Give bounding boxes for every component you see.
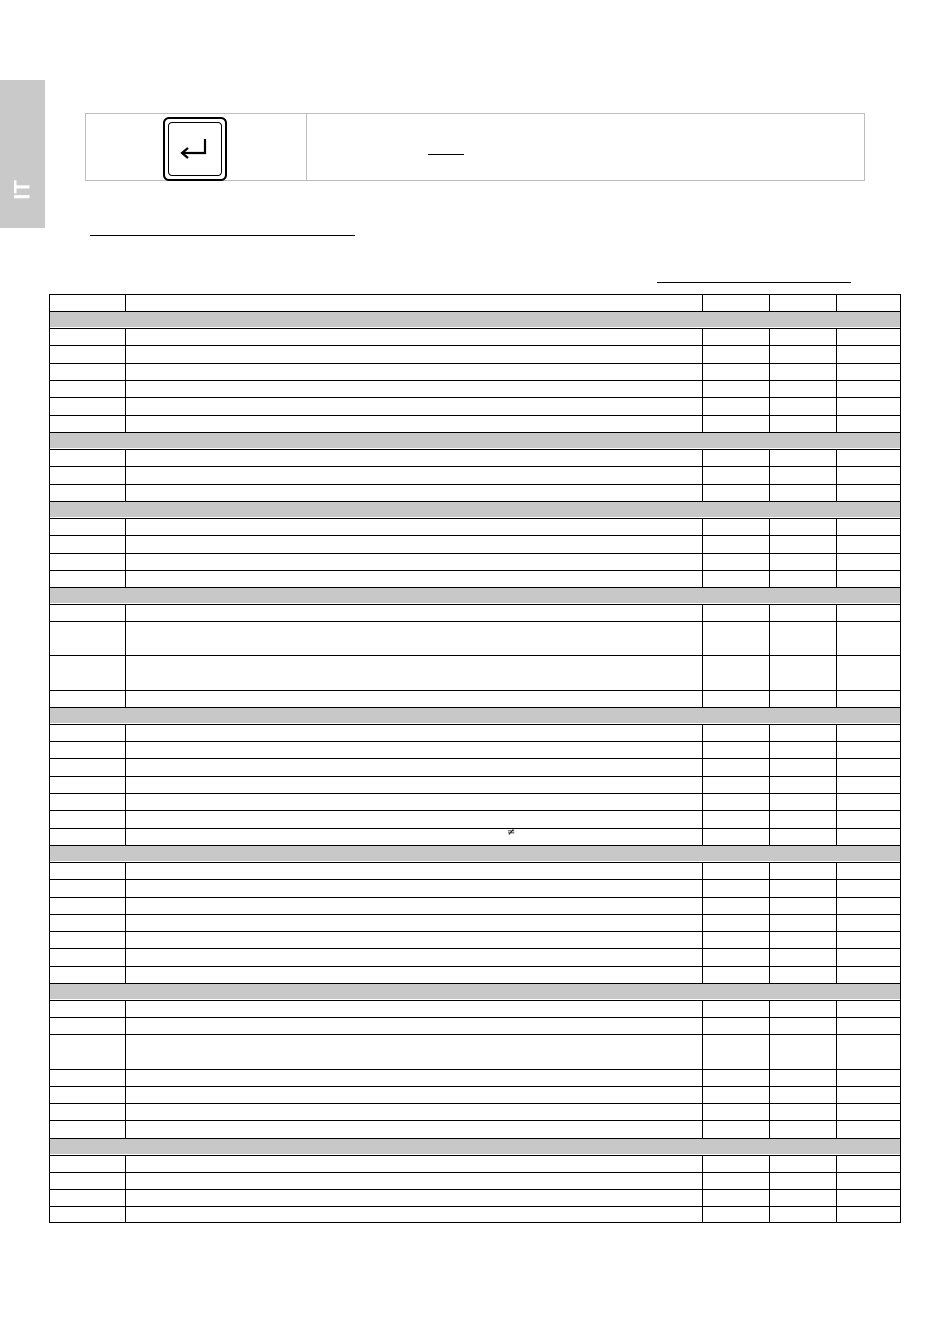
section-heading-underline — [90, 235, 355, 236]
table-section-band — [50, 432, 900, 448]
table-section-band — [50, 311, 900, 327]
table-section-band — [50, 587, 900, 603]
enter-key-icon — [163, 117, 227, 181]
table-section-band — [50, 1138, 900, 1154]
key-description-underline — [428, 154, 464, 155]
table-caption-underline — [657, 282, 851, 283]
parameter-table — [49, 294, 901, 1223]
table-section-band — [50, 845, 900, 861]
table-section-band — [50, 501, 900, 517]
not-equal-symbol: ≠ — [507, 827, 516, 838]
language-tab-label: IT — [9, 180, 35, 200]
table-section-band — [50, 983, 900, 999]
key-icon-cell — [86, 114, 307, 180]
table-section-band — [50, 707, 900, 723]
enter-key-row — [85, 113, 865, 181]
